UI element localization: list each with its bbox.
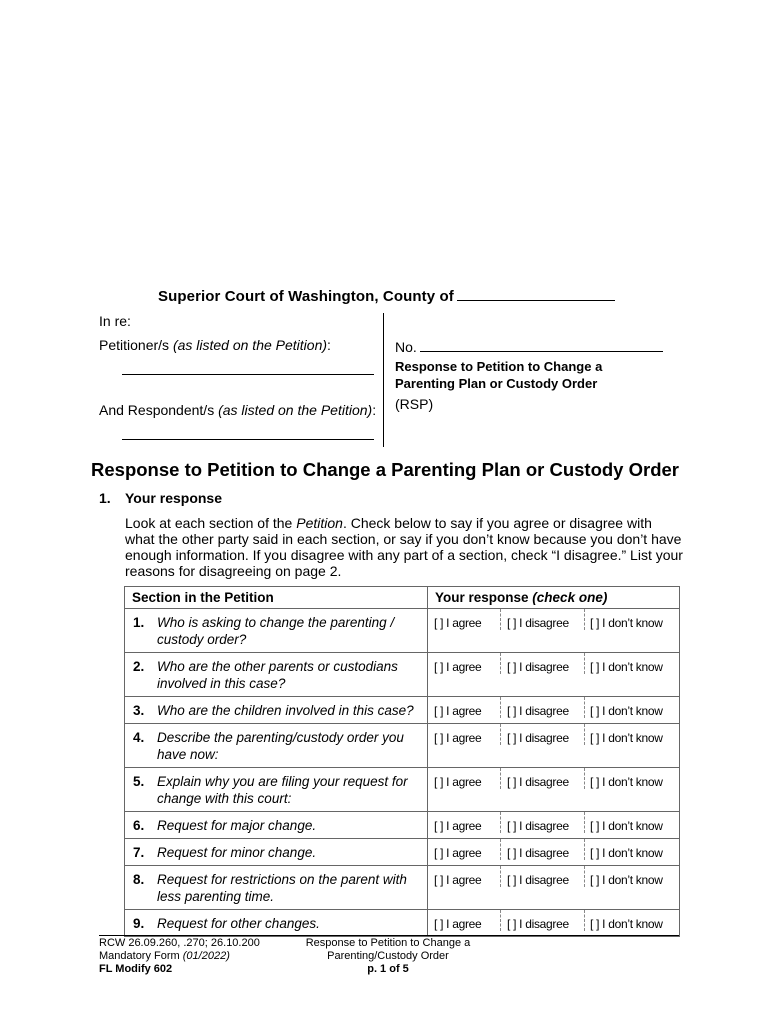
agree-checkbox[interactable]: [ ] I agree — [434, 775, 482, 789]
page-number: p. 1 of 5 — [367, 963, 409, 975]
row-question: Explain why you are filing your request for change with this court: — [157, 774, 408, 806]
row-number: 8. — [133, 872, 145, 887]
row-question: Who is asking to change the parenting / custody order? — [157, 615, 395, 647]
agree-checkbox[interactable]: [ ] I agree — [434, 873, 482, 887]
table-row — [125, 697, 680, 724]
row-number: 6. — [133, 818, 145, 833]
row-number: 3. — [133, 703, 145, 718]
disagree-checkbox[interactable]: [ ] I disagree — [500, 812, 584, 833]
dont-know-checkbox[interactable]: [ ] I don’t know — [584, 609, 679, 630]
response-options — [428, 609, 680, 653]
table-row — [125, 910, 680, 937]
row-number: 5. — [133, 774, 145, 789]
table-row — [125, 768, 680, 812]
court-title: Superior Court of Washington, County of — [158, 287, 615, 305]
table-row — [125, 724, 680, 768]
response-options — [428, 839, 680, 866]
row-number: 2. — [133, 659, 145, 674]
footer-left: RCW 26.09.260, .270; 26.10.200 Mandatory Form (01/2022) FL Modify 602 — [99, 937, 260, 975]
dont-know-checkbox[interactable]: [ ] I don’t know — [584, 839, 679, 860]
dont-know-checkbox[interactable]: [ ] I don’t know — [584, 866, 679, 887]
petition-section — [125, 839, 428, 866]
petition-section — [125, 697, 428, 724]
agree-checkbox[interactable]: [ ] I agree — [434, 846, 482, 860]
disagree-checkbox[interactable]: [ ] I disagree — [500, 839, 584, 860]
row-question: Request for other changes. — [157, 916, 320, 931]
caption-form-title: Response to Petition to Change a Parenting Plan or Custody Order — [395, 359, 603, 391]
dont-know-checkbox[interactable]: [ ] I don’t know — [584, 724, 679, 745]
petition-section — [125, 724, 428, 768]
petitioners-label: Petitioner/s (as listed on the Petition): — [99, 337, 331, 353]
disagree-checkbox[interactable]: [ ] I disagree — [500, 910, 584, 931]
footer-center: Response to Petition to Change a Parenting/Custody Order p. 1 of 5 — [298, 937, 478, 976]
county-blank[interactable] — [457, 287, 615, 301]
petition-section — [125, 768, 428, 812]
response-options — [428, 866, 680, 910]
disagree-checkbox[interactable]: [ ] I disagree — [500, 697, 584, 718]
response-options — [428, 697, 680, 724]
dont-know-checkbox[interactable]: [ ] I don’t know — [584, 697, 679, 718]
table-row — [125, 812, 680, 839]
disagree-checkbox[interactable]: [ ] I disagree — [500, 653, 584, 674]
caption-divider — [383, 313, 384, 447]
response-table — [124, 586, 680, 937]
agree-checkbox[interactable]: [ ] I agree — [434, 660, 482, 674]
section-title: Your response — [125, 490, 222, 506]
disagree-checkbox[interactable]: [ ] I disagree — [500, 768, 584, 789]
footer-rule — [99, 935, 679, 936]
row-number: 7. — [133, 845, 145, 860]
petition-section — [125, 866, 428, 910]
response-options — [428, 653, 680, 697]
section-number: 1. — [99, 490, 111, 506]
petition-section — [125, 910, 428, 937]
agree-checkbox[interactable]: [ ] I agree — [434, 819, 482, 833]
dont-know-checkbox[interactable]: [ ] I don’t know — [584, 653, 679, 674]
response-options — [428, 724, 680, 768]
case-number: No. — [395, 339, 663, 355]
dont-know-checkbox[interactable]: [ ] I don’t know — [584, 910, 679, 931]
respondent-name-line[interactable] — [122, 439, 374, 440]
agree-checkbox[interactable]: [ ] I agree — [434, 917, 482, 931]
in-re-label: In re: — [99, 313, 131, 329]
petition-section — [125, 609, 428, 653]
row-number: 9. — [133, 916, 145, 931]
agree-checkbox[interactable]: [ ] I agree — [434, 704, 482, 718]
case-number-blank[interactable] — [420, 339, 663, 352]
petitioner-name-line[interactable] — [122, 374, 374, 375]
row-number: 4. — [133, 730, 145, 745]
section-instructions: Look at each section of the Petition. Check below to say if you agree or disagree with what the other party said in each section, or say if you don’t know because you don’t have enough information. If you disagree with any part of a section, check “I disagree.” List your reasons for disagreeing on page 2. — [125, 515, 683, 579]
row-question: Request for minor change. — [157, 845, 317, 860]
row-question: Request for major change. — [157, 818, 317, 833]
col-header-response: Your response (check one) — [428, 587, 680, 609]
row-question: Who are the children involved in this case? — [157, 703, 414, 718]
agree-checkbox[interactable]: [ ] I agree — [434, 616, 482, 630]
row-question: Who are the other parents or custodians involved in this case? — [157, 659, 398, 691]
dont-know-checkbox[interactable]: [ ] I don’t know — [584, 812, 679, 833]
disagree-checkbox[interactable]: [ ] I disagree — [500, 609, 584, 630]
row-question: Request for restrictions on the parent with less parenting time. — [157, 872, 407, 904]
table-row — [125, 653, 680, 697]
disagree-checkbox[interactable]: [ ] I disagree — [500, 724, 584, 745]
table-row — [125, 609, 680, 653]
col-header-section: Section in the Petition — [125, 587, 428, 609]
page-title: Response to Petition to Change a Parenting Plan or Custody Order — [91, 459, 679, 480]
dont-know-checkbox[interactable]: [ ] I don’t know — [584, 768, 679, 789]
respondents-label: And Respondent/s (as listed on the Petition): — [99, 402, 377, 418]
response-options — [428, 812, 680, 839]
agree-checkbox[interactable]: [ ] I agree — [434, 731, 482, 745]
petition-section — [125, 812, 428, 839]
disagree-checkbox[interactable]: [ ] I disagree — [500, 866, 584, 887]
response-options — [428, 768, 680, 812]
response-options — [428, 910, 680, 937]
row-number: 1. — [133, 615, 145, 630]
row-question: Describe the parenting/custody order you have now: — [157, 730, 404, 762]
table-row — [125, 839, 680, 866]
petition-section — [125, 653, 428, 697]
table-row — [125, 866, 680, 910]
form-code: (RSP) — [395, 396, 434, 412]
